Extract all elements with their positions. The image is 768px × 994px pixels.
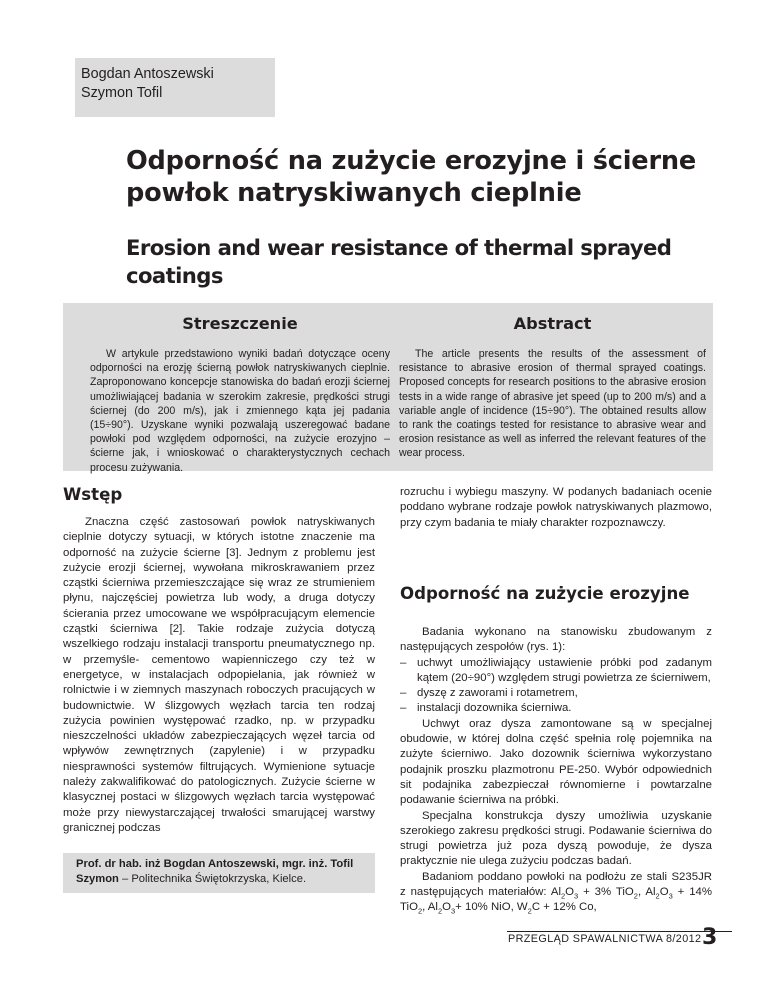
abstract-column xyxy=(399,303,706,461)
list-item-text: uchwyt umożliwiający ustawienie próbki pod zadanym kątem (20÷90°) względem strugi powietrza ze ścierniwem, xyxy=(417,656,712,684)
wstep-continuation xyxy=(400,485,712,531)
erozja-body xyxy=(400,625,712,916)
erozja-heading: Odporność na zużycie erozyjne xyxy=(400,584,690,603)
affiliation-box xyxy=(63,853,375,893)
wstep-continuation-text: rozruchu i wybiegu maszyny. W podanych badaniach ocenie poddano wybrane rodzaje powłok natryskiwanych plazmowo, przy czym badania te miały charakter rozpoznawczy. xyxy=(400,486,712,529)
abstract-box xyxy=(63,303,713,474)
abstract-heading: Abstract xyxy=(513,314,592,333)
list-item xyxy=(400,686,712,701)
author-name: Bogdan Antoszewski xyxy=(81,66,214,82)
erozja-intro: Badania wykonano na stanowisku zbudowanym z następujących zespołów (rys. 1): xyxy=(400,626,712,654)
title-english: Erosion and wear resistance of thermal sprayed coatings xyxy=(126,235,672,288)
list-item-text: dyszę z zaworami i rotametrem, xyxy=(417,687,578,700)
list-dash: – xyxy=(400,687,407,700)
list-dash: – xyxy=(400,702,407,715)
wstep-body xyxy=(63,515,375,836)
wstep-heading: Wstęp xyxy=(63,485,123,504)
streszczenie-heading: Streszczenie xyxy=(182,314,298,333)
footer-divider xyxy=(507,931,732,932)
title-polish: Odporność na zużycie erozyjne i ścierne powłok natryskiwanych cieplnie xyxy=(126,146,697,208)
page-number: 3 xyxy=(702,925,718,950)
abstract-text: The article presents the results of the assessment of resistance to abrasive erosion of thermal sprayed coatings. Proposed concepts for research positions to the abrasive erosion tests in a wide range of abrasive jet speed (up to 200 m/s) and a variable angle of incidence (15÷90°). The obtained results allow to rank the coatings tested for resistance to abrasive wear and erosion resistance as well as inferred the relevant features of the wear process. xyxy=(399,348,706,460)
erozja-materials-paragraph: Badaniom poddano powłoki na podłożu ze stali S235JR z następujących materiałów: $Al_2O_3 + 3\%$ TiO$_2$, $Al_2O_3 + 14\%$ TiO$_2$, $Al_2O_3+ 10\%$ NiO, $W_2C + 12\%$ Co, xyxy=(400,870,712,916)
list-dash: – xyxy=(400,656,407,669)
journal-name: PRZEGLĄD SPAWALNICTWA 8/2012 xyxy=(508,933,702,945)
wstep-paragraph: Znaczna część zastosowań powłok natryskiwanych cieplnie dotyczy sytuacji, w których istotne znaczenie ma odporność na zużycie ścierne [3]. Jednym z problemu jest zużycie erozji ściernej, wywołana mikroskrawaniem przez cząstki ścierniwa przemieszczające się wraz ze strumieniem płynu, najczęściej powietrza lub wody, a druga dotyczy ścierania przez umocowane we współpracującym elemencie cząstki ścierniwa [2]. Takie rodzaje zużycia dotyczą wszelkiego rodzaju instalacji transportu pneumatycznego np. w przemyśle- cementowo wapienniczego czy też w energetyce, w instalacjach odpopielania, jak również w rolnictwie i w ziemnych maszynach roboczych pracujących w budownictwie. W ślizgowych węzłach tarcia ten rodzaj zużycia powinien występować rzadko, np. w przypadku nieszczelności układów zabezpieczających węzeł tarcia od wpływów zewnętrznych (zapylenie) i w przypadku niesprawności systemów filtrujących. Wymienione sytuacje należy zakwalifikować do patologicznych. Zużycie ścierne w klasycznej postaci w ślizgowych węzłach tarcia występować może przy niewystarczającej trwałości smarującej warstwy granicznej podczas xyxy=(63,516,375,834)
list-item xyxy=(400,701,712,716)
list-item-text: instalacji dozownika ścierniwa. xyxy=(417,702,572,715)
erozja-paragraph: Specjalna konstrukcja dyszy umożliwia uzyskanie szerokiego zakresu prędkości strugi. Podawanie ścierniwa do strugi powietrza już poza dyszą powoduje, że dysza praktycznie nie ulega zużyciu podczas badań. xyxy=(400,809,712,868)
streszczenie-text: W artykule przedstawiono wyniki badań dotyczące oceny odporności na erozję ścierną powłok natryskiwanych cieplnie. Zaproponowano koncepcje stanowiska do badań erozji ściernej umożliwiającej badania w szerokim zakresie, prędkości strugi ściernej (do 200 m/s), jak i zmiennego kąta jej padania (15÷90°). Uzyskane wyniki pozwalają uszeregować badane powłoki pod względem odporności, na zużycie erozyjno – ścierne jak, i wnioskować o charakterystycznych cechach procesu zużywania. xyxy=(90,348,390,474)
list-item xyxy=(400,656,712,687)
author-name: Szymon Tofil xyxy=(81,85,163,101)
erozja-paragraph: Uchwyt oraz dysza zamontowane są w specjalnej obudowie, w której dolna część spełnia rolę pojemnika na zużyte ścierniwo. Jako dozownik ścierniwa wykorzystano podajnik proszku plazmotronu PE-250. Wybór odpowiednich sit podajnika zabezpieczał równomierne i powtarzalne podawanie ścierniwa na próbki. xyxy=(400,717,712,807)
streszczenie-column xyxy=(90,303,390,475)
authors-box xyxy=(75,58,275,117)
affiliation-institution: – Politechnika Świętokrzyska, Kielce. xyxy=(118,872,307,885)
affiliation-names: Prof. dr hab. inż Bogdan Antoszewski, mgr. inż. Tofil Szymon xyxy=(76,858,354,885)
